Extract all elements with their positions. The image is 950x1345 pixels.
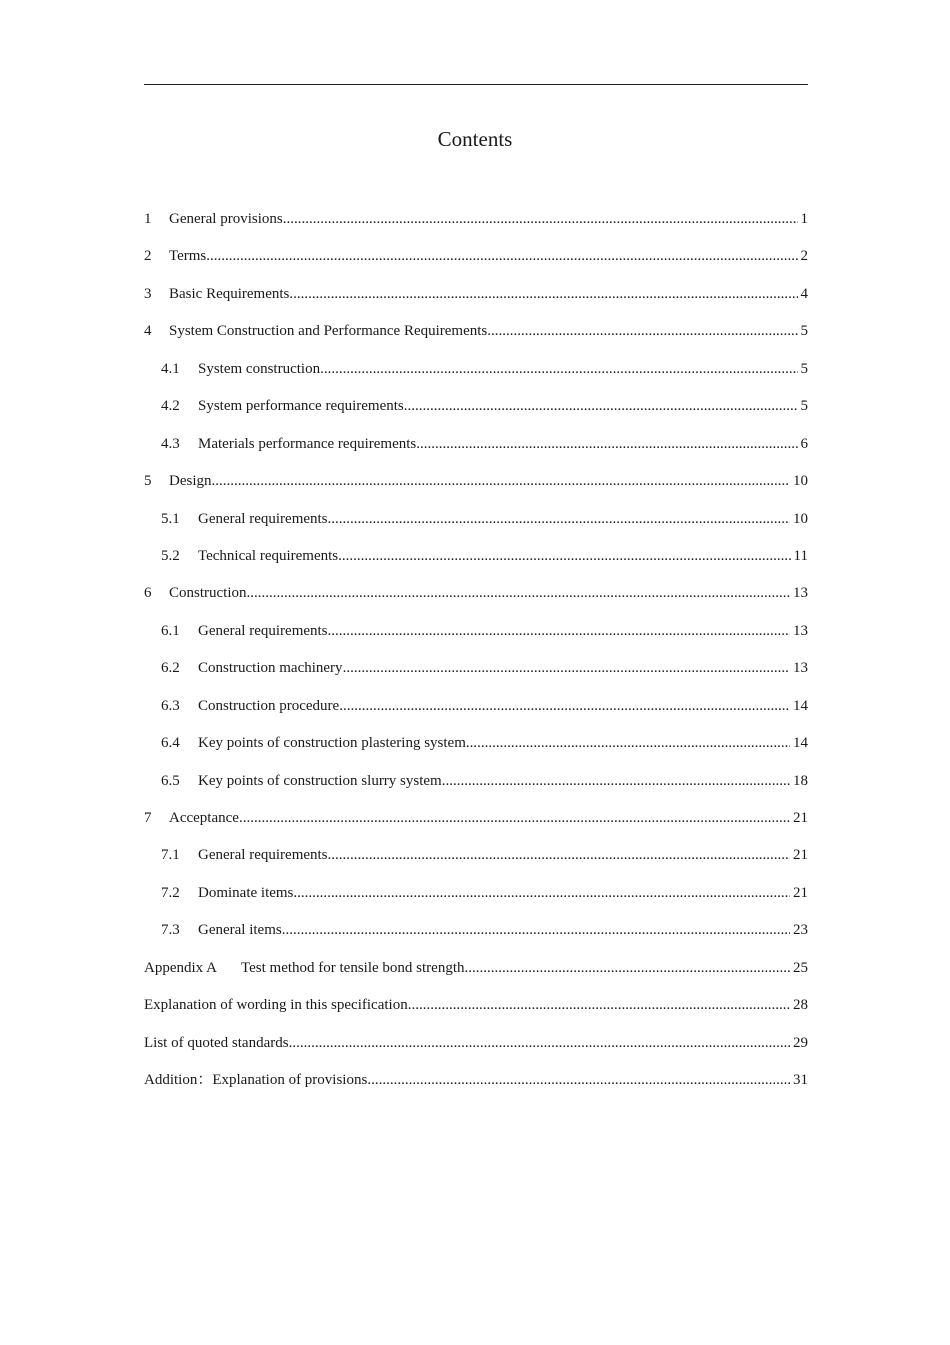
toc-page: 13 bbox=[793, 660, 808, 677]
toc-number: 1 bbox=[144, 211, 152, 227]
dot-leader bbox=[328, 840, 790, 870]
table-of-contents bbox=[144, 204, 808, 1103]
dot-leader bbox=[282, 915, 790, 945]
dot-leader bbox=[212, 466, 791, 496]
toc-subentry[interactable] bbox=[144, 691, 808, 728]
toc-page: 25 bbox=[793, 959, 808, 976]
toc-number: Appendix A bbox=[144, 959, 217, 976]
toc-number: 6.2 bbox=[161, 660, 180, 677]
toc-label: Dominate items bbox=[198, 884, 294, 901]
dot-leader bbox=[206, 241, 797, 271]
toc-entry[interactable] bbox=[144, 578, 808, 615]
toc-page: 29 bbox=[793, 1034, 808, 1051]
toc-page: 5 bbox=[800, 360, 808, 377]
toc-page: 21 bbox=[793, 847, 808, 864]
toc-label: Key points of construction slurry system bbox=[198, 772, 442, 789]
toc-number: 2 bbox=[144, 248, 152, 265]
toc-entry[interactable] bbox=[144, 803, 808, 840]
toc-label: General items bbox=[198, 922, 282, 939]
toc-label: Materials performance requirements bbox=[198, 435, 417, 452]
toc-page: 5 bbox=[800, 323, 808, 340]
toc-label: General requirements bbox=[198, 510, 328, 527]
toc-page: 2 bbox=[800, 248, 808, 265]
toc-number: 7.1 bbox=[161, 847, 180, 864]
toc-subentry[interactable] bbox=[144, 429, 808, 466]
toc-page: 14 bbox=[793, 735, 808, 752]
dot-leader bbox=[289, 279, 797, 309]
toc-page: 23 bbox=[793, 922, 808, 939]
toc-number: 6.4 bbox=[161, 735, 180, 752]
toc-number: 5.2 bbox=[161, 547, 180, 564]
toc-page: 10 bbox=[793, 473, 808, 490]
toc-number: 5.1 bbox=[161, 510, 180, 527]
toc-page: 21 bbox=[793, 884, 808, 901]
dot-leader bbox=[466, 728, 790, 758]
toc-subentry[interactable] bbox=[144, 504, 808, 541]
toc-label: Basic Requirements bbox=[169, 285, 290, 302]
toc-entry[interactable] bbox=[144, 279, 808, 316]
page-title: Contents bbox=[437, 127, 513, 151]
toc-label: Terms bbox=[169, 248, 207, 265]
toc-page: 13 bbox=[793, 585, 808, 602]
toc-label: Technical requirements bbox=[198, 547, 339, 564]
toc-number: 6.5 bbox=[161, 772, 180, 789]
toc-subentry[interactable] bbox=[144, 354, 808, 391]
dot-leader bbox=[442, 766, 790, 796]
toc-page: 13 bbox=[793, 622, 808, 639]
dot-leader bbox=[408, 990, 790, 1020]
toc-label: System performance requirements bbox=[198, 398, 404, 415]
toc-page: 11 bbox=[793, 547, 808, 564]
dot-leader bbox=[465, 953, 791, 983]
toc-number: 7 bbox=[144, 810, 152, 826]
toc-page: 10 bbox=[793, 510, 808, 527]
dot-leader bbox=[289, 1028, 790, 1058]
toc-label: System Construction and Performance Requirements bbox=[169, 323, 488, 340]
dot-leader bbox=[338, 541, 790, 571]
toc-label: Construction bbox=[169, 585, 247, 602]
toc-page: 14 bbox=[793, 697, 808, 714]
header-rule bbox=[144, 84, 808, 85]
toc-label: Explanation of wording in this specification bbox=[144, 997, 408, 1014]
toc-number: 4 bbox=[144, 323, 152, 340]
toc-label: Construction procedure bbox=[198, 697, 340, 714]
toc-subentry[interactable] bbox=[144, 541, 808, 578]
toc-appendix-entry[interactable] bbox=[144, 953, 808, 990]
toc-entry[interactable] bbox=[144, 204, 808, 241]
dot-leader bbox=[487, 316, 797, 346]
toc-entry-addition[interactable] bbox=[144, 1065, 808, 1102]
toc-label: Construction machinery bbox=[198, 660, 343, 677]
toc-label: General requirements bbox=[198, 847, 328, 864]
toc-subentry[interactable] bbox=[144, 616, 808, 653]
toc-number: 6.3 bbox=[161, 697, 180, 714]
toc-entry-standards[interactable] bbox=[144, 1028, 808, 1065]
toc-entry[interactable] bbox=[144, 241, 808, 278]
toc-subentry[interactable] bbox=[144, 728, 808, 765]
toc-number: 5 bbox=[144, 473, 152, 490]
toc-page: 31 bbox=[793, 1072, 808, 1089]
toc-entry[interactable] bbox=[144, 316, 808, 353]
toc-page: 28 bbox=[793, 997, 808, 1014]
toc-subentry[interactable] bbox=[144, 878, 808, 915]
dot-leader bbox=[416, 429, 797, 459]
dot-leader bbox=[343, 653, 790, 683]
toc-number: 6.1 bbox=[161, 622, 180, 639]
toc-entry[interactable] bbox=[144, 466, 808, 503]
toc-number: 7.3 bbox=[161, 922, 180, 939]
toc-number: 6 bbox=[144, 585, 152, 602]
toc-label: List of quoted standards bbox=[144, 1034, 289, 1051]
toc-label: General requirements bbox=[198, 622, 328, 639]
toc-label: General provisions bbox=[169, 211, 283, 227]
toc-page: 4 bbox=[800, 285, 808, 302]
toc-subentry[interactable] bbox=[144, 653, 808, 690]
toc-subentry[interactable] bbox=[144, 391, 808, 428]
toc-label: Addition：Explanation of provisions bbox=[144, 1072, 368, 1089]
toc-subentry[interactable] bbox=[144, 766, 808, 803]
toc-page: 1 bbox=[800, 211, 808, 227]
toc-page: 21 bbox=[793, 810, 808, 826]
dot-leader bbox=[367, 1065, 790, 1095]
toc-number: 7.2 bbox=[161, 884, 180, 901]
toc-entry-wording[interactable] bbox=[144, 990, 808, 1027]
toc-number: 4.1 bbox=[161, 360, 180, 377]
toc-label: Test method for tensile bond strength bbox=[241, 959, 465, 976]
toc-subentry[interactable] bbox=[144, 840, 808, 877]
toc-page: 5 bbox=[800, 398, 808, 415]
toc-label: Key points of construction plastering system bbox=[198, 735, 466, 752]
dot-leader bbox=[247, 578, 791, 608]
toc-number: 4.3 bbox=[161, 435, 180, 452]
toc-label: System construction bbox=[198, 360, 321, 377]
dot-leader bbox=[293, 878, 790, 908]
toc-page: 6 bbox=[800, 435, 808, 452]
dot-leader bbox=[328, 616, 790, 646]
toc-subentry[interactable] bbox=[144, 915, 808, 952]
dot-leader bbox=[328, 504, 790, 534]
toc-label: Design bbox=[169, 473, 212, 490]
dot-leader bbox=[283, 204, 798, 234]
dot-leader bbox=[404, 391, 798, 421]
dot-leader bbox=[320, 354, 797, 384]
toc-number: 4.2 bbox=[161, 398, 180, 415]
toc-number: 3 bbox=[144, 285, 152, 302]
dot-leader bbox=[239, 803, 790, 833]
toc-page: 18 bbox=[793, 772, 808, 789]
toc-label: Acceptance bbox=[169, 810, 239, 826]
dot-leader bbox=[339, 691, 790, 721]
